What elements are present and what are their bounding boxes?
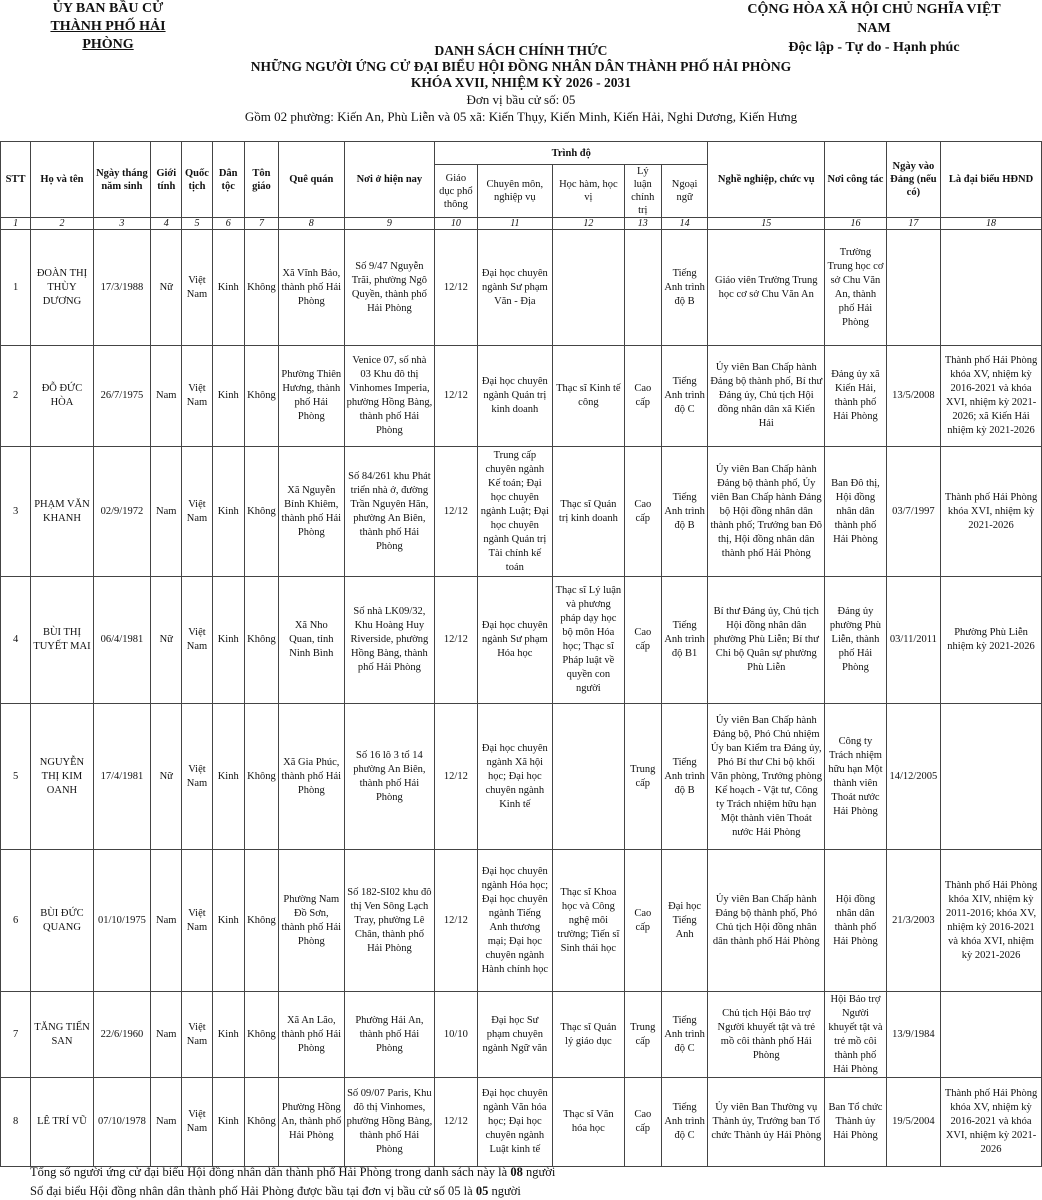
cell-workplace: Trường Trung học cơ sở Chu Văn An, thành phố Hải Phòng [825, 230, 886, 346]
cell-stt: 6 [1, 850, 31, 992]
cell-party-date [886, 230, 940, 346]
cell-academic: Thạc sĩ Quản lý giáo dục [553, 992, 625, 1078]
cell-religion: Không [244, 447, 278, 577]
cell-nationality: Việt Nam [182, 1078, 212, 1167]
cell-language: Tiếng Anh trình độ C [661, 992, 707, 1078]
cell-specialty: Đại học chuyên ngành Sư phạm Văn - Địa [477, 230, 553, 346]
column-number: 5 [182, 218, 212, 230]
country-name: CỘNG HÒA XÃ HỘI CHỦ NGHĨA VIỆT NAM [747, 2, 1001, 36]
col-religion: Tôn giáo [244, 142, 278, 218]
cell-name: ĐỖ ĐỨC HÒA [31, 346, 93, 447]
cell-general-edu: 12/12 [435, 447, 477, 577]
cell-dob: 17/4/1981 [93, 704, 150, 850]
cell-religion: Không [244, 1078, 278, 1167]
col-education-group: Trình độ [435, 142, 708, 165]
column-number: 2 [31, 218, 93, 230]
cell-name: ĐOÀN THỊ THÙY DƯƠNG [31, 230, 93, 346]
cell-party-date: 14/12/2005 [886, 704, 940, 850]
title-line1: DANH SÁCH CHÍNH THỨC [434, 43, 608, 58]
cell-nationality: Việt Nam [182, 992, 212, 1078]
cell-residence: Số 9/47 Nguyễn Trãi, phường Ngô Quyền, thành phố Hải Phòng [344, 230, 435, 346]
cell-dob: 26/7/1975 [93, 346, 150, 447]
cell-workplace: Đảng ủy xã Kiến Hải, thành phố Hải Phòng [825, 346, 886, 447]
cell-political: Trung cấp [624, 992, 661, 1078]
cell-political: Cao cấp [624, 1078, 661, 1167]
cell-general-edu: 12/12 [435, 704, 477, 850]
candidate-row [1, 704, 1042, 850]
cell-academic: Thạc sĩ Quản trị kinh doanh [553, 447, 625, 577]
cell-academic: Thạc sĩ Khoa học và Công nghệ môi trường; Tiến sĩ Sinh thái học [553, 850, 625, 992]
cell-party-date: 03/7/1997 [886, 447, 940, 577]
candidate-row [1, 447, 1042, 577]
cell-political: Trung cấp [624, 704, 661, 850]
col-residence: Nơi ở hiện nay [344, 142, 435, 218]
cell-stt: 3 [1, 447, 31, 577]
cell-ethnicity: Kinh [212, 850, 244, 992]
column-number: 18 [941, 218, 1042, 230]
cell-ethnicity: Kinh [212, 577, 244, 704]
column-number: 15 [708, 218, 825, 230]
cell-dob: 17/3/1988 [93, 230, 150, 346]
footer-total-candidates [30, 1164, 555, 1180]
cell-delegate: Thành phố Hải Phòng khóa XV, nhiệm kỳ 2016-2021 và khóa XVI, nhiệm kỳ 2021-2026; xã Kiến Hải nhiệm kỳ 2021-2026 [941, 346, 1042, 447]
footer-line1-unit: người [525, 1165, 556, 1179]
column-number: 16 [825, 218, 886, 230]
cell-hometown: Xã Gia Phúc, thành phố Hải Phòng [279, 704, 344, 850]
cell-religion: Không [244, 704, 278, 850]
committee-name-line2: THÀNH PHỐ HẢI PHÒNG [50, 19, 166, 52]
cell-occupation: Ủy viên Ban Chấp hành Đảng bộ thành phố, Bí thư Đảng ủy, Chủ tịch Hội đồng nhân dân xã Kiến Hải [708, 346, 825, 447]
column-number: 13 [624, 218, 661, 230]
col-specialty: Chuyên môn, nghiệp vụ [477, 165, 553, 218]
cell-delegate [941, 704, 1042, 850]
cell-gender: Nam [151, 346, 182, 447]
col-nationality: Quốc tịch [182, 142, 212, 218]
cell-occupation: Ủy viên Ban Chấp hành Đảng bộ thành phố, Phó Chủ tịch Hội đồng nhân dân thành phố Hải Phòng [708, 850, 825, 992]
col-hometown: Quê quán [279, 142, 344, 218]
column-number: 1 [1, 218, 31, 230]
cell-political: Cao cấp [624, 346, 661, 447]
column-number: 7 [244, 218, 278, 230]
cell-occupation: Ủy viên Ban Chấp hành Đảng bộ thành phố, Ủy viên Ban Chấp hành Đảng bộ Hội đồng nhân dân thành phố; Trưởng ban Đô thị, Hội đồng nhân dân thành phố Hải Phòng [708, 447, 825, 577]
candidate-row [1, 346, 1042, 447]
cell-academic [553, 704, 625, 850]
cell-general-edu: 12/12 [435, 230, 477, 346]
candidate-row [1, 992, 1042, 1078]
cell-delegate: Thành phố Hải Phòng khóa XVI, nhiệm kỳ 2021-2026 [941, 447, 1042, 577]
column-number: 17 [886, 218, 940, 230]
document-title-block [0, 43, 1042, 125]
cell-workplace: Công ty Trách nhiệm hữu hạn Một thành viên Thoát nước Hải Phòng [825, 704, 886, 850]
cell-workplace: Ban Tổ chức Thành ủy Hải Phòng [825, 1078, 886, 1167]
cell-nationality: Việt Nam [182, 850, 212, 992]
cell-gender: Nữ [151, 230, 182, 346]
col-dob: Ngày tháng năm sinh [93, 142, 150, 218]
cell-occupation: Ủy viên Ban Chấp hành Đảng bộ, Phó Chủ nhiệm Ủy ban Kiểm tra Đảng ủy, Phó Bí thư Chi bộ khối Văn phòng, Trưởng phòng Kế hoạch - Vật tư, Công ty Trách nhiệm hữu hạn Một thành viên Thoát nước Hải Phòng [708, 704, 825, 850]
cell-gender: Nam [151, 447, 182, 577]
cell-specialty: Trung cấp chuyên ngành Kế toán; Đại học chuyên ngành Luật; Đại học chuyên ngành Quản trị Tài chính kế toán [477, 447, 553, 577]
column-number: 9 [344, 218, 435, 230]
cell-general-edu: 12/12 [435, 577, 477, 704]
cell-name: NGUYỄN THỊ KIM OANH [31, 704, 93, 850]
cell-name: BÙI THỊ TUYẾT MAI [31, 577, 93, 704]
footer-line1-text: Tổng số người ứng cử đại biểu Hội đồng nhân dân thành phố Hải Phòng trong danh sách này là [30, 1165, 508, 1179]
cell-delegate: Phường Phù Liễn nhiệm kỳ 2021-2026 [941, 577, 1042, 704]
candidate-row [1, 1078, 1042, 1167]
cell-gender: Nữ [151, 704, 182, 850]
cell-political: Cao cấp [624, 850, 661, 992]
cell-nationality: Việt Nam [182, 230, 212, 346]
cell-general-edu: 12/12 [435, 1078, 477, 1167]
cell-language: Tiếng Anh trình độ B1 [661, 577, 707, 704]
column-number: 11 [477, 218, 553, 230]
cell-specialty: Đại học Sư phạm chuyên ngành Ngữ văn [477, 992, 553, 1078]
cell-stt: 4 [1, 577, 31, 704]
cell-ethnicity: Kinh [212, 1078, 244, 1167]
cell-party-date: 19/5/2004 [886, 1078, 940, 1167]
cell-gender: Nữ [151, 577, 182, 704]
cell-name: BÙI ĐỨC QUANG [31, 850, 93, 992]
candidate-row [1, 230, 1042, 346]
cell-occupation: Bí thư Đảng ủy, Chủ tịch Hội đồng nhân dân phường Phù Liễn; Bí thư Chi bộ Quân sự phường Phù Liễn [708, 577, 825, 704]
cell-religion: Không [244, 850, 278, 992]
cell-party-date: 21/3/2003 [886, 850, 940, 992]
col-name: Họ và tên [31, 142, 93, 218]
cell-stt: 2 [1, 346, 31, 447]
cell-religion: Không [244, 230, 278, 346]
cell-delegate [941, 230, 1042, 346]
cell-religion: Không [244, 992, 278, 1078]
cell-political [624, 230, 661, 346]
cell-residence: Số 09/07 Paris, Khu đô thị Vinhomes, phường Hồng Bàng, thành phố Hải Phòng [344, 1078, 435, 1167]
col-gender: Giới tính [151, 142, 182, 218]
cell-dob: 07/10/1978 [93, 1078, 150, 1167]
cell-gender: Nam [151, 1078, 182, 1167]
col-general-edu: Giáo dục phổ thông [435, 165, 477, 218]
cell-hometown: Xã Nguyễn Bỉnh Khiêm, thành phố Hải Phòng [279, 447, 344, 577]
candidate-row [1, 577, 1042, 704]
cell-nationality: Việt Nam [182, 577, 212, 704]
cell-ethnicity: Kinh [212, 704, 244, 850]
cell-name: LÊ TRÍ VŨ [31, 1078, 93, 1167]
cell-ethnicity: Kinh [212, 346, 244, 447]
cell-residence: Số 182-SI02 khu đô thị Ven Sông Lạch Tray, phường Lê Chân, thành phố Hải Phòng [344, 850, 435, 992]
column-number-row [1, 218, 1042, 230]
col-political: Lý luận chính trị [624, 165, 661, 218]
column-number: 8 [279, 218, 344, 230]
cell-specialty: Đại học chuyên ngành Xã hội học; Đại học chuyên ngành Kinh tế [477, 704, 553, 850]
cell-ethnicity: Kinh [212, 447, 244, 577]
col-academic: Học hàm, học vị [553, 165, 625, 218]
column-number: 6 [212, 218, 244, 230]
committee-name-line1: ỦY BAN BẦU CỬ [52, 1, 164, 16]
cell-specialty: Đại học chuyên ngành Sư phạm Hóa học [477, 577, 553, 704]
cell-residence: Phường Hải An, thành phố Hải Phòng [344, 992, 435, 1078]
cell-delegate: Thành phố Hải Phòng khóa XIV, nhiệm kỳ 2011-2016; khóa XV, nhiệm kỳ 2016-2021 và khóa XVI, nhiệm kỳ 2021-2026 [941, 850, 1042, 992]
cell-delegate: Thành phố Hải Phòng khóa XV, nhiệm kỳ 2016-2021 và khóa XVI, nhiệm kỳ 2021-2026 [941, 1078, 1042, 1167]
cell-party-date: 13/5/2008 [886, 346, 940, 447]
cell-delegate [941, 992, 1042, 1078]
cell-specialty: Đại học chuyên ngành Quản trị kinh doanh [477, 346, 553, 447]
electoral-areas: Gồm 02 phường: Kiến An, Phù Liễn và 05 xã: Kiến Thụy, Kiến Minh, Kiến Hải, Nghi Dương, Kiến Hưng [244, 109, 798, 124]
cell-specialty: Đại học chuyên ngành Hóa học; Đại học chuyên ngành Tiếng Anh thương mại; Đại học chuyên ngành Hành chính học [477, 850, 553, 992]
cell-residence: Số 84/261 khu Phát triển nhà ở, đường Trần Nguyên Hãn, phường An Biên, thành phố Hải Phòng [344, 447, 435, 577]
column-number: 3 [93, 218, 150, 230]
cell-dob: 22/6/1960 [93, 992, 150, 1078]
cell-general-edu: 12/12 [435, 850, 477, 992]
cell-name: TĂNG TIẾN SAN [31, 992, 93, 1078]
title-line3: KHÓA XVII, NHIỆM KỲ 2026 - 2031 [410, 75, 632, 90]
cell-occupation: Chủ tịch Hội Bảo trợ Người khuyết tật và trẻ mồ côi thành phố Hải Phòng [708, 992, 825, 1078]
cell-hometown: Phường Nam Đồ Sơn, thành phố Hải Phòng [279, 850, 344, 992]
cell-dob: 02/9/1972 [93, 447, 150, 577]
cell-hometown: Phường Thiên Hương, thành phố Hải Phòng [279, 346, 344, 447]
cell-workplace: Hội Bảo trợ Người khuyết tật và trẻ mồ côi thành phố Hải Phòng [825, 992, 886, 1078]
col-party-date: Ngày vào Đảng (nếu có) [886, 142, 940, 218]
cell-occupation: Ủy viên Ban Thường vụ Thành ủy, Trưởng ban Tổ chức Thành ủy Hải Phòng [708, 1078, 825, 1167]
footer-elected-count [30, 1183, 521, 1199]
cell-language: Đại học Tiếng Anh [661, 850, 707, 992]
cell-party-date: 13/9/1984 [886, 992, 940, 1078]
cell-stt: 1 [1, 230, 31, 346]
footer-line2-text: Số đại biểu Hội đồng nhân dân thành phố Hải Phòng được bầu tại đơn vị bầu cử số 05 là [30, 1184, 473, 1198]
cell-gender: Nam [151, 850, 182, 992]
footer-line1-count: 08 [510, 1165, 523, 1179]
col-ethnicity: Dân tộc [212, 142, 244, 218]
column-number: 14 [661, 218, 707, 230]
cell-academic [553, 230, 625, 346]
cell-stt: 7 [1, 992, 31, 1078]
cell-nationality: Việt Nam [182, 447, 212, 577]
cell-language: Tiếng Anh trình độ B [661, 230, 707, 346]
cell-residence: Số nhà LK09/32, Khu Hoàng Huy Riverside, phường Hồng Bàng, thành phố Hải Phòng [344, 577, 435, 704]
cell-residence: Số 16 lô 3 tổ 14 phường An Biên, thành phố Hải Phòng [344, 704, 435, 850]
cell-dob: 01/10/1975 [93, 850, 150, 992]
cell-religion: Không [244, 346, 278, 447]
cell-nationality: Việt Nam [182, 704, 212, 850]
cell-specialty: Đại học chuyên ngành Văn hóa học; Đại học chuyên ngành Luật kinh tế [477, 1078, 553, 1167]
cell-hometown: Phường Hồng An, thành phố Hải Phòng [279, 1078, 344, 1167]
footer-line2-unit: người [491, 1184, 521, 1198]
col-workplace: Nơi công tác [825, 142, 886, 218]
cell-residence: Venice 07, số nhà 03 Khu đô thị Vinhomes Imperia, phường Hồng Bàng, thành phố Hải Phòng [344, 346, 435, 447]
cell-academic: Thạc sĩ Văn hóa học [553, 1078, 625, 1167]
cell-hometown: Xã An Lão, thành phố Hải Phòng [279, 992, 344, 1078]
cell-general-edu: 12/12 [435, 346, 477, 447]
footer-line2-count: 05 [475, 1184, 489, 1198]
cell-academic: Thạc sĩ Lý luận và phương pháp dạy học bộ môn Hóa học; Thạc sĩ Pháp luật về quyền con người [553, 577, 625, 704]
column-number: 10 [435, 218, 477, 230]
cell-stt: 8 [1, 1078, 31, 1167]
cell-language: Tiếng Anh trình độ C [661, 1078, 707, 1167]
cell-gender: Nam [151, 992, 182, 1078]
cell-nationality: Việt Nam [182, 346, 212, 447]
cell-language: Tiếng Anh trình độ B [661, 704, 707, 850]
cell-general-edu: 10/10 [435, 992, 477, 1078]
column-number: 12 [553, 218, 625, 230]
cell-language: Tiếng Anh trình độ C [661, 346, 707, 447]
candidate-row [1, 850, 1042, 992]
national-motto: Độc lập - Tự do - Hạnh phúc [788, 40, 960, 55]
cell-political: Cao cấp [624, 577, 661, 704]
cell-party-date: 03/11/2011 [886, 577, 940, 704]
cell-stt: 5 [1, 704, 31, 850]
cell-occupation: Giáo viên Trường Trung học cơ sở Chu Văn An [708, 230, 825, 346]
cell-workplace: Hội đồng nhân dân thành phố Hải Phòng [825, 850, 886, 992]
cell-hometown: Xã Nho Quan, tỉnh Ninh Bình [279, 577, 344, 704]
title-line2: NHỮNG NGƯỜI ỨNG CỬ ĐẠI BIỂU HỘI ĐỒNG NHÂN DÂN THÀNH PHỐ HẢI PHÒNG [250, 59, 792, 74]
cell-workplace: Đảng ủy phường Phù Liễn, thành phố Hải Phòng [825, 577, 886, 704]
candidate-table [0, 141, 1042, 1167]
col-stt: STT [1, 142, 31, 218]
cell-language: Tiếng Anh trình độ B [661, 447, 707, 577]
cell-dob: 06/4/1981 [93, 577, 150, 704]
candidate-rows [1, 230, 1042, 1167]
electoral-unit: Đơn vị bầu cử số: 05 [466, 92, 576, 107]
col-occupation: Nghề nghiệp, chức vụ [708, 142, 825, 218]
cell-ethnicity: Kinh [212, 992, 244, 1078]
cell-academic: Thạc sĩ Kinh tế công [553, 346, 625, 447]
cell-hometown: Xã Vĩnh Bảo, thành phố Hải Phòng [279, 230, 344, 346]
col-language: Ngoại ngữ [661, 165, 707, 218]
cell-political: Cao cấp [624, 447, 661, 577]
cell-religion: Không [244, 577, 278, 704]
cell-workplace: Ban Đô thị, Hội đồng nhân dân thành phố Hải Phòng [825, 447, 886, 577]
col-delegate: Là đại biểu HĐND [941, 142, 1042, 218]
cell-ethnicity: Kinh [212, 230, 244, 346]
column-number: 4 [151, 218, 182, 230]
cell-name: PHẠM VĂN KHANH [31, 447, 93, 577]
